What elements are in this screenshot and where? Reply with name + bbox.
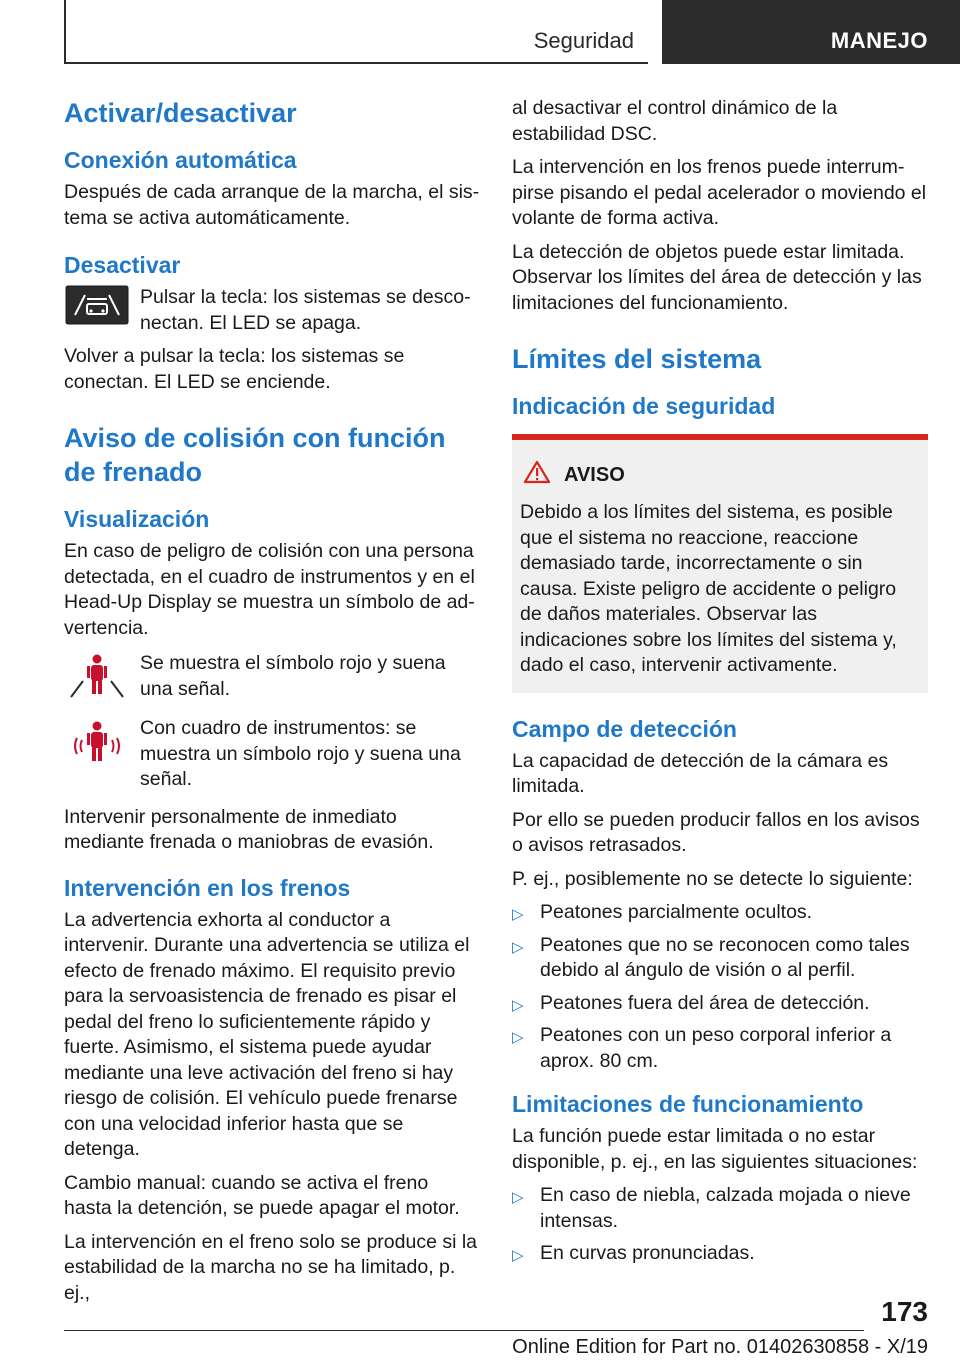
text-intervenir: Intervenir personalmente de inmediato mediante frenada o maniobras de evasión. [64,805,434,853]
bullet-triangle-icon: ▷ [512,906,524,923]
text-symbol-1: Se muestra el símbolo rojo y suena una señal. [140,652,446,700]
list-item-text: Peatones fuera del área de detección. [540,991,870,1014]
car-assist-button-icon [64,285,130,325]
text-visualizacion: En caso de peligro de colisión con una persona detectada, en el cuadro de instrumentos y en el Head-Up Display se muestra un símbolo de advertencia. [64,540,475,639]
text-conexion: Después de cada arranque de la marcha, el sistema se activa automáticamente. [64,181,480,229]
bullet-triangle-icon: ▷ [512,938,524,956]
warning-text: Debido a los límites del sistema, es posible que el sistema no reaccione, reaccione demasiado tarde, incorrectamente o sin causa. Existe peligro de accidente o peligro de daños materiales. Observar las indicaciones sobre los límites del sistema y, dado el caso, intervenir activamente. [520,501,897,676]
list-item [512,1183,928,1234]
list-item-text: En curvas pronunciadas. [540,1242,755,1264]
bullet-triangle-icon: ▷ [512,996,524,1014]
text-desactivar: Pulsar la tecla: los sistemas se desconectan. El LED se apaga. [140,286,471,334]
list-item [512,1023,928,1074]
heading-limitaciones: Limitaciones de funcionamiento [512,1091,864,1117]
page-number: 173 [881,1296,928,1327]
warning-header [524,460,920,490]
header-chapter-tab [662,0,960,64]
warning-triangle-icon [524,460,550,490]
text-campo: La capacidad de detección de la cámara es limitada. [512,749,889,797]
desactivar-row [64,285,480,336]
header-chapter-label: MANEJO [830,28,928,53]
symbol-row-1 [64,651,480,702]
text-interrumpir: La intervención en los frenos puede interrumpirse pisando el pedal acelerador o moviendo el volante de forma activa. [512,156,927,229]
bullet-triangle-icon: ▷ [512,1189,524,1206]
text-volver: Volver a pulsar la tecla: los sistemas se conectan. El LED se enciende. [64,345,405,393]
heading-indicacion: Indicación de seguridad [512,393,776,419]
list-item [512,1241,928,1267]
list-item [512,900,928,926]
list-no-detectado [512,900,928,1074]
right-column [512,96,928,1275]
list-item-text: Peatones parcialmente ocultos. [540,901,813,923]
list-item [512,933,928,984]
footer-divider [64,1330,864,1331]
list-situaciones [512,1183,928,1267]
text-symbol-2: Con cuadro de instrumentos: se muestra un símbolo rojo y suena una señal. [140,717,461,790]
text-continuation: al desactivar el control dinámico de la estabilidad DSC. [512,97,838,145]
header-section-label: Seguridad [533,28,634,53]
heading-desactivar: Desactivar [64,252,181,278]
heading-activar: Activar/desactivar [64,98,297,128]
bullet-triangle-icon: ▷ [512,1029,524,1046]
heading-visualizacion: Visualización [64,506,210,532]
heading-campo: Campo de detección [512,715,737,742]
list-item-text: Peatones que no se reconocen como tales debido al ángulo de visión o al perfil. [540,933,910,981]
pedestrian-signal-icon [64,716,130,766]
text-fallos: Por ello se pueden producir fallos en los avisos o avisos retrasados. [512,808,920,856]
text-intervencion: La advertencia exhorta al conductor a intervenir. Durante una advertencia se utiliza el efecto de frenado máximo. El requisito previo para la servoasistencia de frenado es pisar el pedal del freno lo suficientemente rápido y fuerte. Asimismo, el sistema puede ayudar mediante una leve activación del freno si hay riesgo de colisión. El vehículo puede frenarse con una velocidad inferior hasta que se detenga. [64,908,470,1160]
list-item-text: Peatones con un peso corporal inferior a aprox. 80 cm. [540,1024,892,1072]
heading-intervencion: Intervención en los frenos [64,874,351,901]
text-deteccion-limitada: La detección de objetos puede estar limitada. Observar los límites del área de detección y las limitaciones del funcionamiento. [512,240,922,314]
list-item-text: En caso de niebla, calzada mojada o nieve intensas. [540,1184,911,1232]
warning-box [512,434,928,693]
bullet-triangle-icon: ▷ [512,1247,524,1264]
warning-title: AVISO [564,463,625,486]
heading-conexion: Conexión automática [64,147,297,173]
text-cambio: Cambio manual: cuando se activa el freno hasta la detención, se puede apagar el motor. [64,1171,460,1219]
text-funcion: La función puede estar limitada o no estar disponible, p. ej., en las siguientes situaciones: [512,1125,918,1173]
symbol-row-2 [64,716,480,793]
pedestrian-warning-icon [64,651,130,701]
left-column [64,96,480,1314]
heading-aviso-colision: Aviso de colisión con función de frenado [64,423,446,487]
heading-limites: Límites del sistema [512,344,762,374]
list-item [512,991,928,1017]
footer-edition: Online Edition for Part no. 01402630858 - X/19 [512,1336,928,1358]
text-ej: P. ej., posiblemente no se detecte lo siguiente: [512,867,913,890]
text-freno: La intervención en el freno solo se produce si la estabilidad de la marcha no se ha limitado, p. ej., [64,1230,478,1304]
